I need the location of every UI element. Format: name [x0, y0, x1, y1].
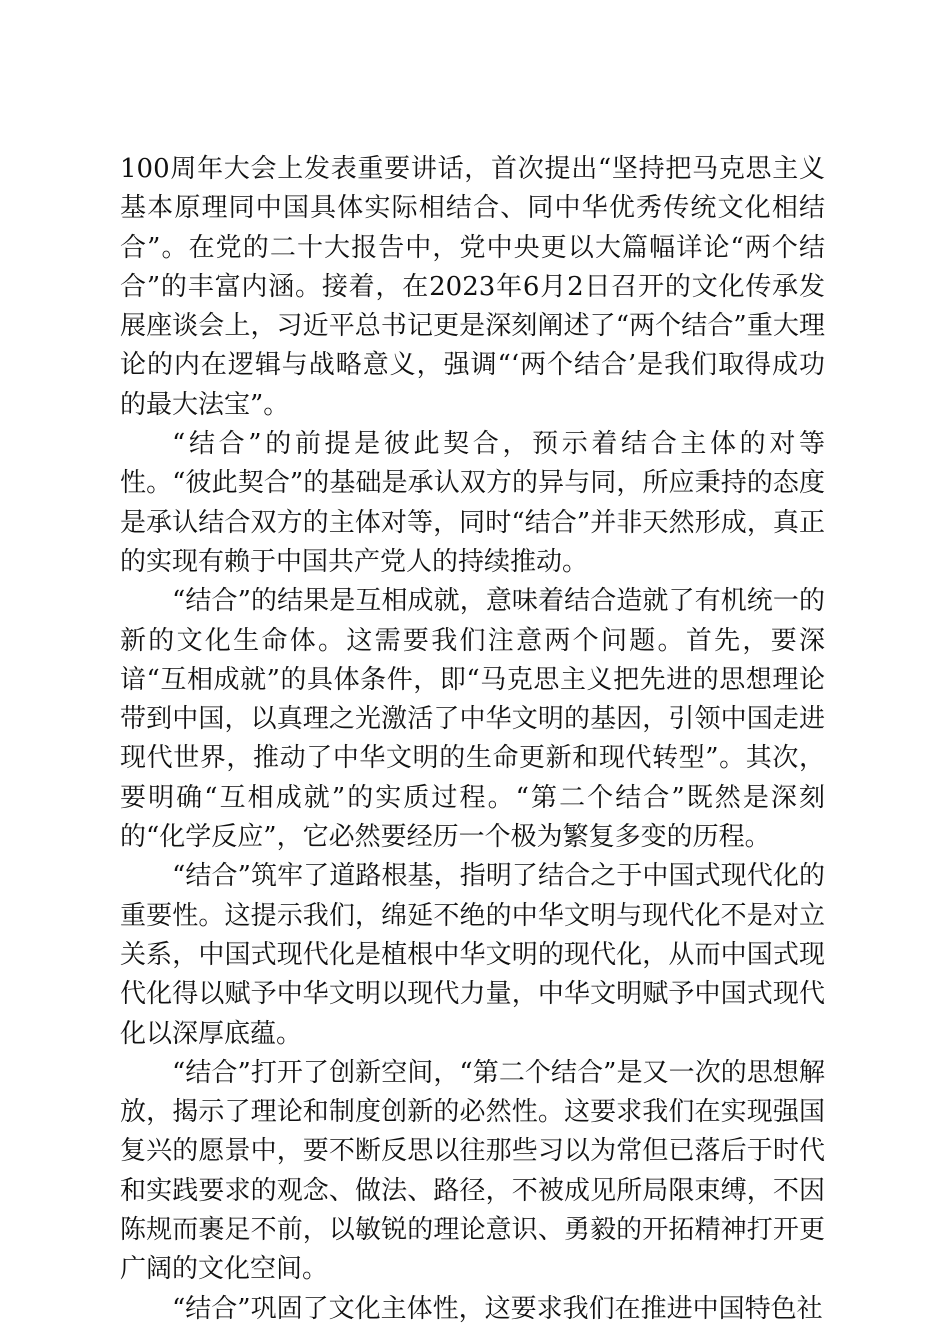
paragraph-2: “结合”的前提是彼此契合，预示着结合主体的对等性。“彼此契合”的基础是承认双方的异与同，所应秉持的态度是承认结合双方的主体对等，同时“结合”并非天然形成，真正的实现有赖于中国共产党人的持续推动。 — [120, 429, 825, 577]
paragraph-1: 100周年大会上发表重要讲话，首次提出“坚持把马克思主义基本原理同中国具体实际相结合、同中华优秀传统文化相结合”。在党的二十大报告中，党中央更以大篇幅详论“两个结合”的丰富内涵。接着，在2023年6月2日召开的文化传承发展座谈会上，习近平总书记更是深刻阐述了“两个结合”重大理论的内在逻辑与战略意义，强调“‘两个结合’是我们取得成功的最大法宝”。 — [120, 154, 825, 420]
paragraph-4: “结合”筑牢了道路根基，指明了结合之于中国式现代化的重要性。这提示我们，绵延不绝的中华文明与现代化不是对立关系，中国式现代化是植根中华文明的现代化，从而中国式现代化得以赋予中华文明以现代力量，中华文明赋予中国式现代化以深厚底蕴。 — [120, 861, 825, 1049]
document-body — [120, 150, 825, 1329]
paragraph-3: “结合”的结果是互相成就，意味着结合造就了有机统一的新的文化生命体。这需要我们注意两个问题。首先，要深谙“互相成就”的具体条件，即“马克思主义把先进的思想理论带到中国，以真理之光激活了中华文明的基因，引领中国走进现代世界，推动了中华文明的生命更新和现代转型”。其次，要明确“互相成就”的实质过程。“第二个结合”既然是深刻的“化学反应”，它必然要经历一个极为繁复多变的历程。 — [120, 586, 825, 853]
paragraph-6: “结合”巩固了文化主体性，这要求我们在推进中国特色社 — [172, 1293, 823, 1324]
paragraph-5: “结合”打开了创新空间，“第二个结合”是又一次的思想解放，揭示了理论和制度创新的必然性。这要求我们在实现强国复兴的愿景中，要不断反思以往那些习以为常但已落后于时代和实践要求的观念、做法、路径，不被成见所局限束缚，不因陈规而裹足不前，以敏锐的理论意识、勇毅的开拓精神打开更广阔的文化空间。 — [120, 1057, 825, 1285]
